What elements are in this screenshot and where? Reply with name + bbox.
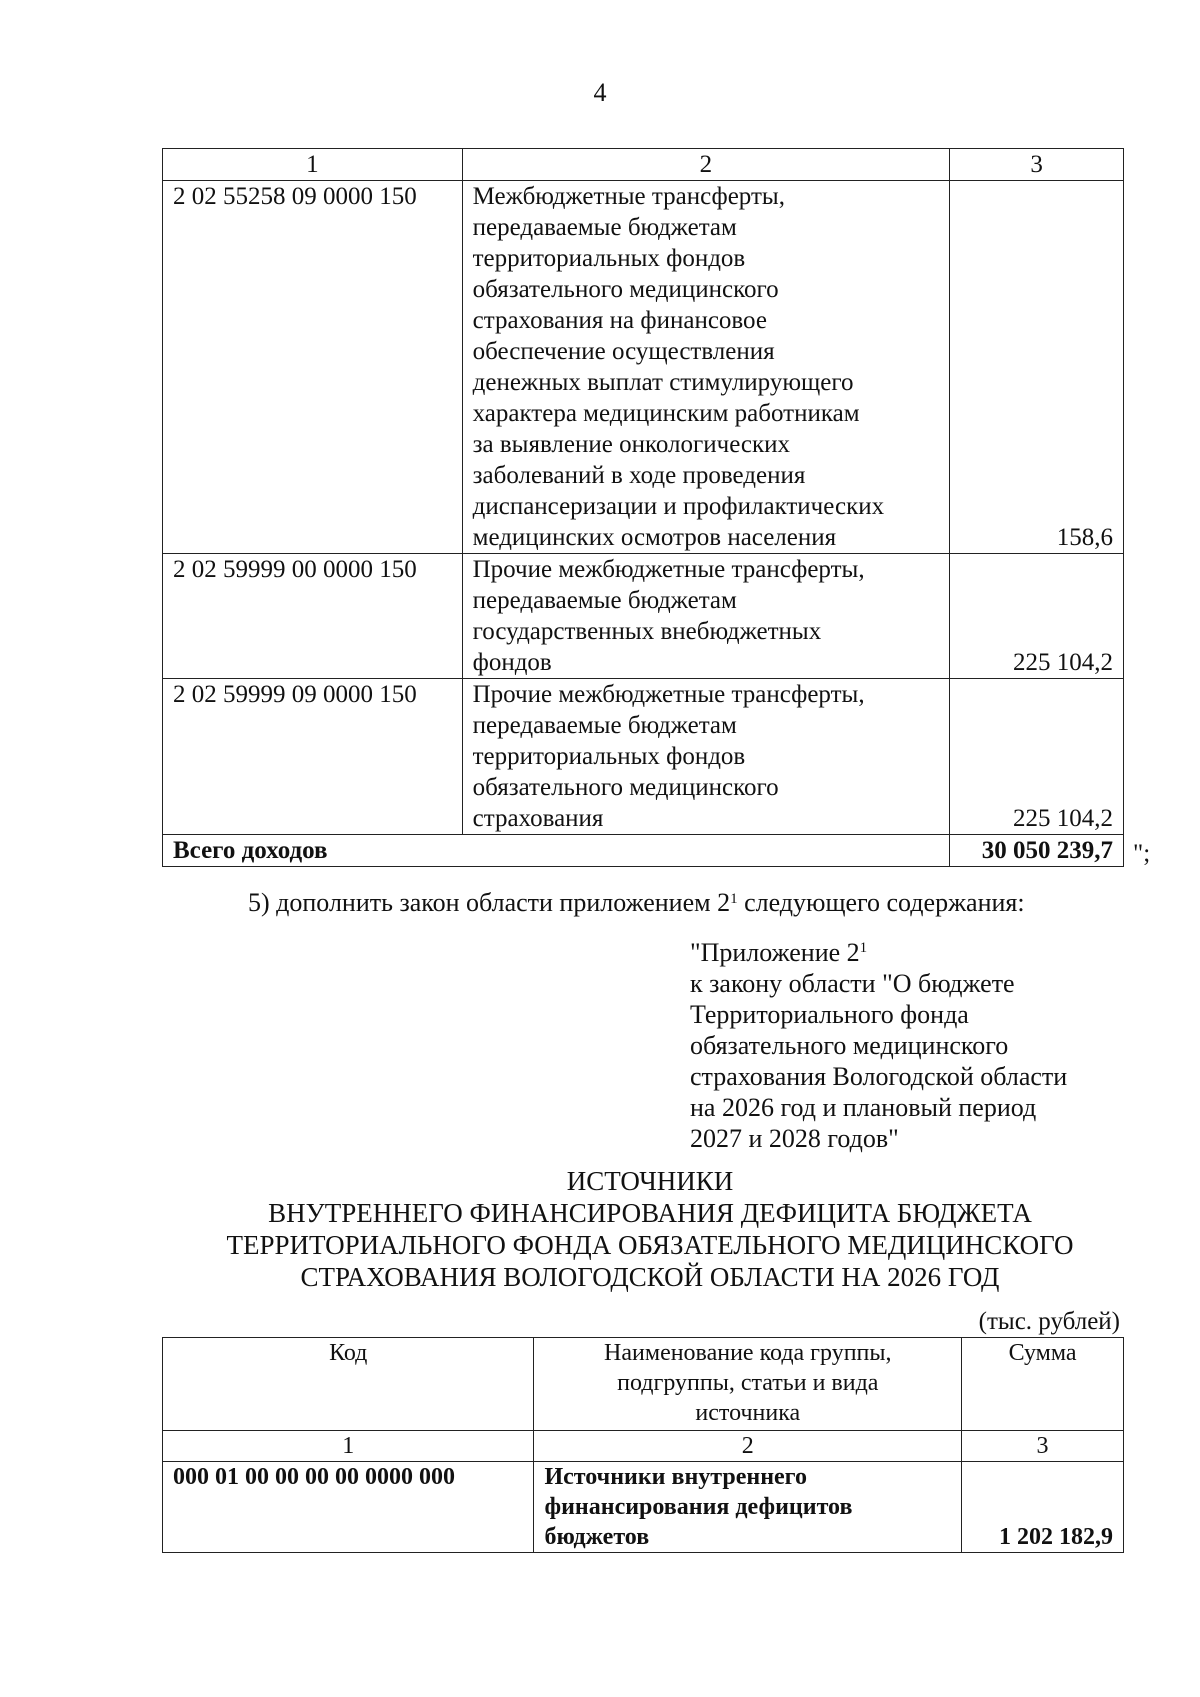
row-name-line: за выявление онкологических <box>472 431 791 458</box>
table-number-row <box>163 1431 1124 1462</box>
row-name <box>462 554 950 679</box>
col-name-header-line: Наименование кода группы, <box>604 1340 892 1366</box>
total-row <box>163 835 1124 867</box>
appendix-title-line <box>690 937 1067 968</box>
table-header-row <box>163 149 1124 181</box>
col-number-1: 1 <box>163 149 463 181</box>
row-name-line: страхования <box>472 805 604 832</box>
row-name-line: диспансеризации и профилактических <box>472 493 885 520</box>
table-row <box>163 679 1124 835</box>
row-name-line: Межбюджетные трансферты, <box>472 183 785 210</box>
col-number-1: 1 <box>163 1431 534 1462</box>
row-name-line: медицинских осмотров населения <box>472 524 837 551</box>
total-amount: 30 050 239,7 <box>950 835 1124 867</box>
col-number-2: 2 <box>534 1431 962 1462</box>
amendment-text-before: 5) дополнить закон области приложением 2 <box>248 888 731 917</box>
row-name-line: денежных выплат стимулирующего <box>472 369 854 396</box>
appendix-header <box>690 937 1067 1154</box>
row-name-line: страхования на финансовое <box>472 307 767 334</box>
amendment-superscript: 1 <box>730 891 738 907</box>
unit-label: (тыс. рублей) <box>978 1308 1120 1335</box>
col-number-3: 3 <box>950 149 1124 181</box>
row-name-line: передаваемые бюджетам <box>472 214 737 241</box>
col-number-3: 3 <box>962 1431 1124 1462</box>
row-amount: 225 104,2 <box>950 679 1124 835</box>
row-name-line: обязательного медицинского <box>472 276 779 303</box>
appendix-line: к закону области "О бюджете <box>690 969 1015 998</box>
row-code: 2 02 59999 09 0000 150 <box>163 679 463 835</box>
row-amount: 225 104,2 <box>950 554 1124 679</box>
table-header-row <box>163 1338 1124 1431</box>
row-amount: 158,6 <box>950 181 1124 554</box>
row-amount: 1 202 182,9 <box>962 1462 1124 1553</box>
row-name-line: фондов <box>472 649 552 676</box>
row-code: 000 01 00 00 00 00 0000 000 <box>163 1462 534 1553</box>
closing-quote: "; <box>1133 840 1151 867</box>
row-name-line: Прочие межбюджетные трансферты, <box>472 681 865 708</box>
row-name-line: обеспечение осуществления <box>472 338 775 365</box>
amendment-paragraph <box>248 887 1025 919</box>
row-name <box>462 679 950 835</box>
row-name-line: бюджетов <box>544 1524 650 1550</box>
row-name-line: территориальных фондов <box>472 245 746 272</box>
row-name-line: территориальных фондов <box>472 743 746 770</box>
table-row <box>163 1462 1124 1553</box>
row-code: 2 02 59999 00 0000 150 <box>163 554 463 679</box>
row-name-line: Источники внутреннего <box>544 1464 807 1490</box>
appendix-superscript: 1 <box>859 940 868 956</box>
section-title-line: ТЕРРИТОРИАЛЬНОГО ФОНДА ОБЯЗАТЕЛЬНОГО МЕДИЦИНСКОГО <box>226 1230 1074 1260</box>
row-name-line: Прочие межбюджетные трансферты, <box>472 556 865 583</box>
col-number-2: 2 <box>462 149 950 181</box>
row-name-line: передаваемые бюджетам <box>472 587 737 614</box>
appendix-title: "Приложение 2 <box>690 938 860 967</box>
section-title-line: ВНУТРЕННЕГО ФИНАНСИРОВАНИЯ ДЕФИЦИТА БЮДЖЕТА <box>268 1198 1032 1228</box>
row-name-line: финансирования дефицитов <box>544 1494 853 1520</box>
revenue-table <box>162 148 1124 867</box>
appendix-line: обязательного медицинского <box>690 1031 1009 1060</box>
col-name-header <box>534 1338 962 1431</box>
row-name <box>462 181 950 554</box>
page-number: 4 <box>593 78 607 107</box>
appendix-line: на 2026 год и плановый период <box>690 1093 1037 1122</box>
appendix-line: страхования Вологодской области <box>690 1062 1068 1091</box>
col-code-header: Код <box>163 1338 534 1431</box>
total-label: Всего доходов <box>163 835 950 867</box>
row-name-line: характера медицинским работникам <box>472 400 860 427</box>
table-row <box>163 554 1124 679</box>
row-name-line: заболеваний в ходе проведения <box>472 462 806 489</box>
row-name-line: обязательного медицинского <box>472 774 779 801</box>
row-name-line: государственных внебюджетных <box>472 618 822 645</box>
section-title-line: СТРАХОВАНИЯ ВОЛОГОДСКОЙ ОБЛАСТИ НА 2026 ГОД <box>300 1262 1000 1292</box>
appendix-line: 2027 и 2028 годов" <box>690 1124 899 1153</box>
section-title <box>0 1165 1200 1293</box>
col-name-header-line: источника <box>695 1400 801 1426</box>
row-name <box>534 1462 962 1553</box>
amendment-text-after: следующего содержания: <box>737 888 1025 917</box>
section-title-line: ИСТОЧНИКИ <box>566 1166 734 1196</box>
col-sum-header: Сумма <box>962 1338 1124 1431</box>
appendix-line: Территориального фонда <box>690 1000 969 1029</box>
sources-table <box>162 1337 1124 1553</box>
row-name-line: передаваемые бюджетам <box>472 712 737 739</box>
col-name-header-line: подгруппы, статьи и вида <box>617 1370 879 1396</box>
table-row <box>163 181 1124 554</box>
row-code: 2 02 55258 09 0000 150 <box>163 181 463 554</box>
